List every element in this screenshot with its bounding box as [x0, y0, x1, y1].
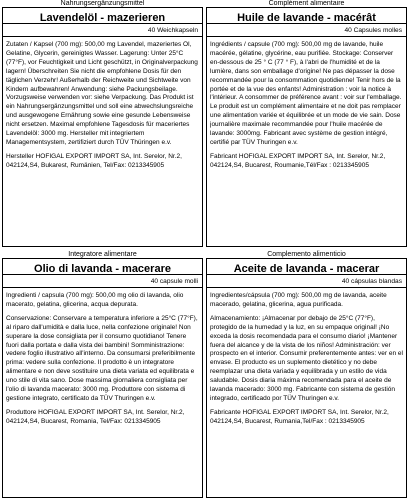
label-panel-spanish — [206, 251, 407, 498]
capsule-quantity: 40 Capsules molles — [344, 27, 402, 34]
divider — [207, 23, 406, 24]
ingredients-paragraph: Ingrédients / capsule (700 mg): 500,00 mg de lavande, huile macérée, gélatine, glycérine, eau purifiée. Stockage: Conserver en-dessous de 25 ° C (77 ° F), à l'abri de l'humidité et de la lumière, dans son emballage d'origine! Ne pas dépasser la dose recommandée pour la consommation quotidienne! Tenir hors de la portée et de la vue des enfants! Administration : voir la notice à l'intérieur. A consommer de préférence avant : voir sur l'emballage. Le produit est un complément alimentaire et ne doit pas remplacer une alimentation variée et équilibrée et un mode de vie sain. Dose journalière maximale recommandée pour l'huile macérée de lavande: 3000mg. Fabricant avec système de gestion intégré, certifié par TÜV Thuringen e.v. — [210, 41, 402, 146]
capsule-quantity: 40 Weichkapseln — [147, 27, 198, 34]
label-body — [6, 292, 199, 495]
category-label: Complément alimentaire — [268, 0, 345, 7]
manufacturer-paragraph: Produttore HOFIGAL EXPORT IMPORT SA, Int. Serelor, Nr.2, 042124,S4, Bucarest, Romania, Tel/Fax: 0213345905 — [6, 408, 185, 425]
ingredients-paragraph: Zutaten / Kapsel (700 mg): 500,00 mg Lavendel, mazeriertes Öl, Gelatine, Glycerin, gereinigtes Wasser. Lagerung: Unter 25°C (77°F), vor Feuchtigkeit und Licht geschützt, in Originalverpackung lagern! Überschreiten Sie nicht die empfohlene Dosis für den täglichen Verzehr! Außerhalb der Reichweite und Sichtweite von Kindern aufbewahren! Anwendung: siehe Packungsbeilage. Vorzugsweise verwenden vor: siehe Verpackung. Das Produkt ist ein Nahrungsergänzungsmittel und soll eine abwechslungsreiche und ausgewogene Ernährung sowie eine gesunde Lebensweise nicht ersetzen. Maximal empfohlene Tagesdosis für maceriertes Lavendelöl: 3000 mg. Hersteller mit integriertem Managementsystem, zertifiziert durch TÜV Thüringen e.v. — [6, 41, 198, 146]
divider — [3, 287, 202, 288]
manufacturer-paragraph: Fabricante HOFIGAL EXPORT IMPORT SA, Int. Serelor, Nr.2, 042124,S4, Bucarest, Rumania,Tel/Fax : 0213345905 — [210, 408, 389, 425]
divider — [207, 287, 406, 288]
divider — [3, 23, 202, 24]
ingredients-paragraph: Ingredienti / capsula (700 mg): 500,00 mg olio di lavanda, olio macerato, gelatina, glicerina, acqua depurata. — [6, 292, 184, 308]
storage-paragraph: Conservazione: Conservare a temperatura inferiore a 25°C (77°F), al riparo dall'umidità e dalla luce, nella confezione originale! Non superare la dose consigliata per il consumo quotidiano! Tenere fuori dalla portata e dalla vista dei bambini! Somministrazione: vedere foglio illustrativo all'interno. Da consumarsi preferibilmente prima: vedere sulla confezione. Il prodotto è un integratore alimentare e non deve sostituire una dieta variata ed equilibrata e uno stile di vita sano. Dose massima giornaliera consigliata per l'olio di lavanda macerato: 3000 mg. Produttore con sistema di gestione integrato, certificato da TÜV Thuringen e.v. — [6, 314, 198, 402]
label-body — [210, 292, 403, 495]
divider — [207, 274, 406, 275]
manufacturer-paragraph: Fabricant HOFIGAL EXPORT IMPORT SA, Int. Serelor, Nr.2, 042124,S4, Bucarest, Roumanie,Tél/Fax : 0213345905 — [210, 152, 386, 169]
product-title: Huile de lavande - macérât — [237, 12, 376, 24]
divider — [3, 36, 202, 37]
divider — [3, 274, 202, 275]
category-label: Integratore alimentare — [68, 251, 137, 258]
product-title: Aceite de lavanda - macerar — [233, 263, 380, 275]
ingredients-paragraph: Ingredientes/cápsula (700 mg): 500,00 mg de lavanda, aceite macerado, gelatina, glicerina, agua purificada. — [210, 292, 387, 308]
divider — [207, 36, 406, 37]
category-label: Complemento alimenticio — [267, 251, 346, 258]
label-body — [6, 41, 199, 244]
manufacturer-paragraph: Hersteller HOFIGAL EXPORT IMPORT SA, Int. Serelor, Nr.2, 042124,S4, Bukarest, Rumänien, Tel/Fax: 0213345905 — [6, 152, 182, 169]
storage-paragraph: Almacenamiento: ¡Almacenar por debajo de 25°C (77°F), protegido de la humedad y la luz, en su empaque original! ¡No exceda la dosis recomendada para el consumo diario! ¡Mantener fuera del alcance y de la vista de los niños! Administración: ver prospecto en el interior. Consumir preferentemente antes: ver en el envase. El producto es un suplemento dietético y no debe reemplazar una dieta variada y equilibrada y un estilo de vida saludable. Dosis diaria máxima recomendada para el aceite de lavanda macerado: 3000 mg. Fabricante con sistema de gestión integrado, certificado por TÜV Thuringen e.v. — [210, 314, 403, 402]
product-title: Olio di lavanda - macerare — [34, 263, 171, 275]
label-panel-italian — [2, 251, 203, 498]
capsule-quantity: 40 capsule molli — [150, 278, 198, 285]
label-panel-german — [2, 0, 203, 247]
product-title: Lavendelöl - mazerieren — [39, 12, 166, 24]
label-panel-french — [206, 0, 407, 247]
category-label: Nahrungsergänzungsmittel — [60, 0, 145, 7]
capsule-quantity: 40 cápsulas blandas — [341, 278, 402, 285]
label-body — [210, 41, 403, 244]
